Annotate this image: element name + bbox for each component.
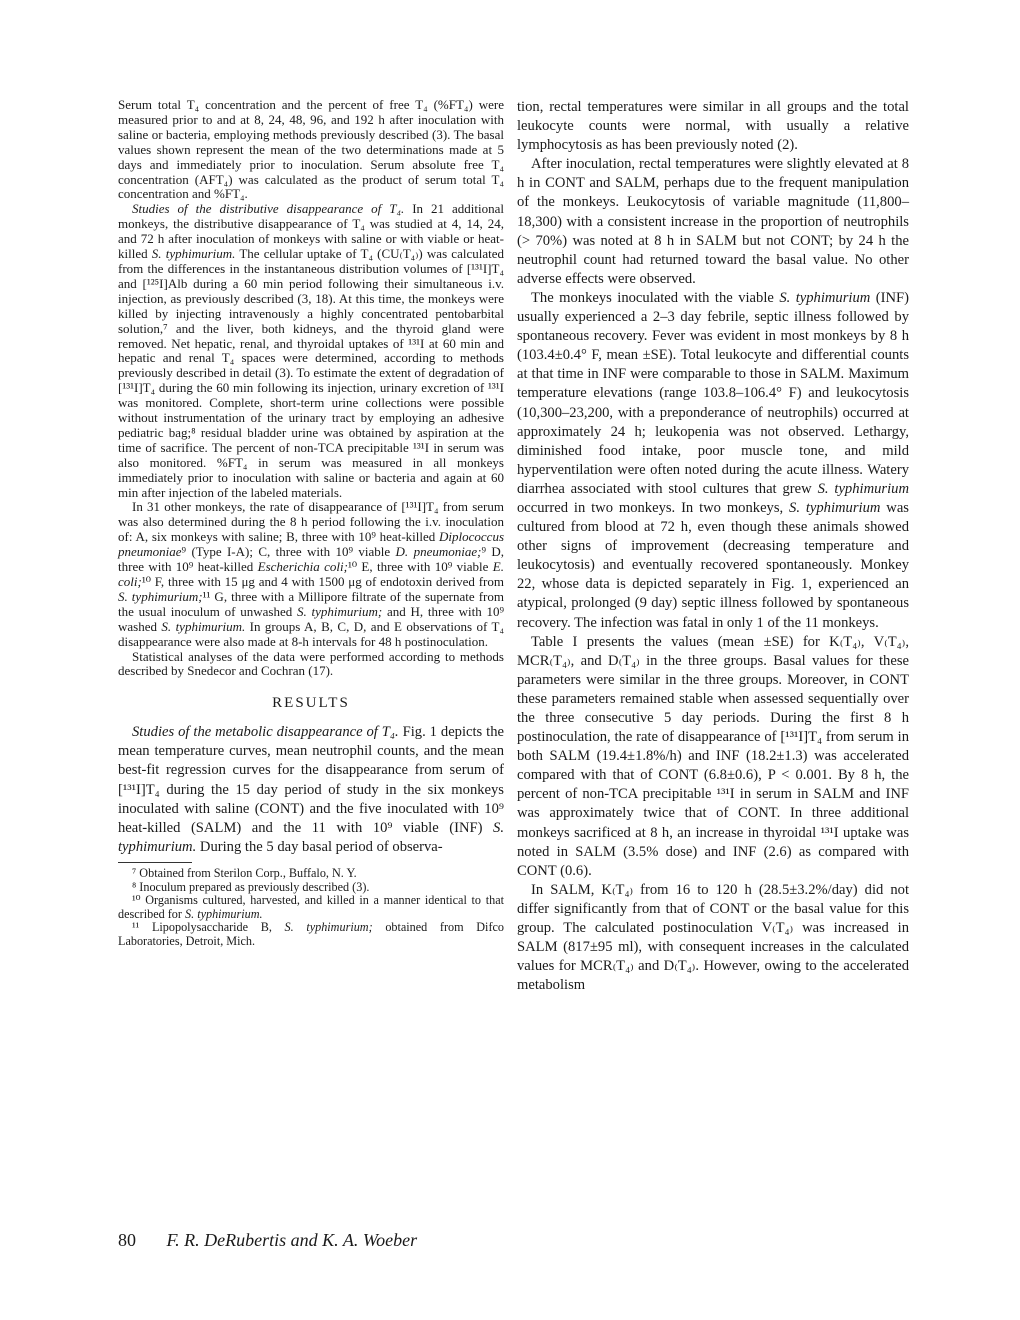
page-number: 80: [118, 1230, 136, 1250]
footnote-11: ¹¹ Lipopolysaccharide B, S. typhimurium; obtained from Difco Laboratories, Detroit, Mich.: [118, 920, 505, 948]
subheading-metabolic: Studies of the metabolic disappearance of T₄.: [132, 724, 399, 741]
results-paragraph-5: Table I presents the values (mean ±SE) for K₍T₄₎, V₍T₄₎, MCR₍T₄₎, and D₍T₄₎ in the three groups. Basal values for these parameters were similar in the three groups. Moreover, in CONT these parameters remained stable when assessed sequentially over the three consecutive 5 day periods. During the first 8 h postinoculation, the rate of disappearance of [¹³¹I]T₄ from serum in both SALM (19.4±1.8%/h) and INF (18.2±1.3) was accelerated compared with that of CONT (6.8±0.6), P < 0.001. By 8 h, the percent of non-TCA precipitable ¹³¹I in serum in SALM and INF was approximately twice that of CONT. In three additional monkeys sacrificed at 8 h, an increase in thyroidal ¹³¹I uptake was noted in SALM (3.5% dose) and INF (2.6) as compared with CONT (0.6).: [517, 633, 909, 879]
results-paragraph-2: tion, rectal temperatures were similar in all groups and the total leukocyte counts were normal, with usually a relative lymphocytosis as has been previously noted (2).: [517, 99, 909, 154]
results-paragraph-6: In SALM, K₍T₄₎ from 16 to 120 h (28.5±3.2%/day) did not differ significantly from that of CONT or the basal value for this group. The calculated postinoculation V₍T₄₎ was increased in SALM (817±95 ml), with consequent increases in the calculated values for MCR₍T₄₎ and D₍T₄₎. However, owing to the accelerated metabolism: [517, 881, 909, 994]
footnote-10: ¹⁰ Organisms cultured, harvested, and killed in a manner identical to that described for S. typhimurium.: [118, 893, 504, 921]
footnote-divider: [118, 862, 192, 863]
footnotes: [118, 867, 504, 949]
footnote-8: ⁸ Inoculum prepared as previously described (3).: [132, 879, 370, 894]
methods-paragraph-2: Studies of the distributive disappearance of T₄. In 21 additional monkeys, the distributive disappearance of T₄ was studied at 4, 14, 24, and 72 h after inoculation of monkeys with saline or with viable or heat-killed S. typhimurium. The cellular uptake of T₄ (CU₍T₄₎) was calculated from the differences in the instantaneous distribution volumes of [¹³¹I]T₄ and [¹²⁵I]Alb during a 60 min period following their simultaneous i.v. injection, as previously described (3, 18). At this time, the monkeys were killed by injecting intravenously a highly concentrated pentobarbital solution,⁷ and the liver, both kidneys, and the thyroid gland were removed. Net hepatic, renal, and thyroidal uptakes of ¹³¹I at 60 min and hepatic and renal T₄ spaces were determined, according to methods previously described in detail (3). To estimate the extent of degradation of [¹³¹I]T₄ during the 60 min following its injection, urinary excretion of ¹³¹I was monitored. Complete, short-term urine collections were possible without instrumentation of the urinary tract by employing an adhesive pediatric bag;⁸ residual bladder urine was obtained by aspiration at the time of sacrifice. The percent of non-TCA precipitable ¹³¹I in serum was also monitored. %FT₄ in serum was measured in all monkeys immediately prior to inoculation with saline or bacteria and again at 60 min after injection of the labeled materials.: [118, 201, 504, 500]
subheading-distributive: Studies of the distributive disappearance of T₄.: [132, 201, 405, 217]
methods-paragraph-1: Serum total T₄ concentration and the percent of free T₄ (%FT₄) were measured prior to and at 8, 24, 48, 96, and 192 h after inoculation with saline or bacteria, employing methods previously described (3). The basal values shown represent the mean of the two determinations made at 5 days and immediately prior to inoculation. Serum absolute free T₄ concentration (AFT₄) was calculated as the product of serum total T₄ concentration and %FT₄.: [118, 97, 504, 202]
results-paragraph-4: The monkeys inoculated with the viable S. typhimurium (INF) usually experienced a 2–3 day febrile, septic illness followed by spontaneous recovery. Fever was evident in most monkeys by 8 h (103.4±0.4° F, mean ±SE). Total leukocyte and differential counts at that time in INF were comparable to those in SALM. Maximum temperature elevations (range 103.8–106.4° F) and leukocytosis (10,300–23,200, with a preponderance of neutrophils) occurred at approximately 24 h; leukopenia was not observed. Lethargy, diminished food intake, poor muscle tone, and mild hyperventilation were often noted during the acute illness. Watery diarrhea associated with stool cultures that grew S. typhimurium occurred in two monkeys. In two monkeys, S. typhimurium was cultured from blood at 72 h, even though these animals showed other signs of improvement (decreasing temperature and leukocytosis) and eventually recovered spontaneously. Monkey 22, whose data is depicted separately in Fig. 1, experienced an atypical, prolonged (9 day) septic illness followed by spontaneous recovery. The infection was fatal in only 1 of the 11 monkeys.: [517, 289, 909, 631]
results-heading: RESULTS: [272, 695, 350, 712]
running-authors: F. R. DeRubertis and K. A. Woeber: [166, 1230, 418, 1250]
results-paragraph-3: After inoculation, rectal temperatures were slightly elevated at 8 h in CONT and SALM, perhaps due to the frequent manipulation of the monkeys. Leukocytosis of variable magnitude (11,800–18,300) with a consistent increase in the proportion of neutrophils (> 70%) was noted at 8 h in SALM but not CONT; by 24 h the neutrophil count had returned toward the basal value. No other adverse effects were observed.: [517, 156, 909, 287]
methods-paragraph-3: In 31 other monkeys, the rate of disappearance of [¹³¹I]T₄ from serum was also determined during the 8 h period following the i.v. inoculation of: A, six monkeys with saline; B, three with 10⁹ heat-killed Diplococcus pneumoniae⁹ (Type I-A); C, three with 10⁹ viable D. pneumoniae;⁹ D, three with 10⁹ heat-killed Escherichia coli;¹⁰ E, three with 10⁹ viable E. coli;¹⁰ F, three with 15 μg and 4 with 1500 μg of endotoxin derived from S. typhimurium;¹¹ G, three with a Millipore filtrate of the supernate from the usual inoculum of unwashed S. typhimurium; and H, three with 10⁹ washed S. typhimurium. In groups A, B, C, D, and E observations of T₄ disappearance were also made at 8-h intervals for 48 h postinoculation.: [118, 499, 504, 649]
left-column: [118, 98, 504, 948]
page-footer: [118, 1230, 417, 1251]
right-column: [517, 98, 909, 995]
footnote-7: ⁷ Obtained from Sterilon Corp., Buffalo, N. Y.: [132, 865, 357, 880]
results-paragraph-1: Studies of the metabolic disappearance of T₄. Fig. 1 depicts the mean temperature curves, mean neutrophil counts, and the mean best-fit regression curves for the disappearance from serum of [¹³¹I]T₄ during the 15 day period of study in the six monkeys inoculated with saline (CONT) and the five inoculated with 10⁹ heat-killed (SALM) and the 11 with 10⁹ viable (INF) S. typhimurium. During the 5 day basal period of observa-: [118, 724, 504, 855]
methods-paragraph-4: Statistical analyses of the data were performed according to methods described by Snedecor and Cochran (17).: [118, 648, 504, 679]
